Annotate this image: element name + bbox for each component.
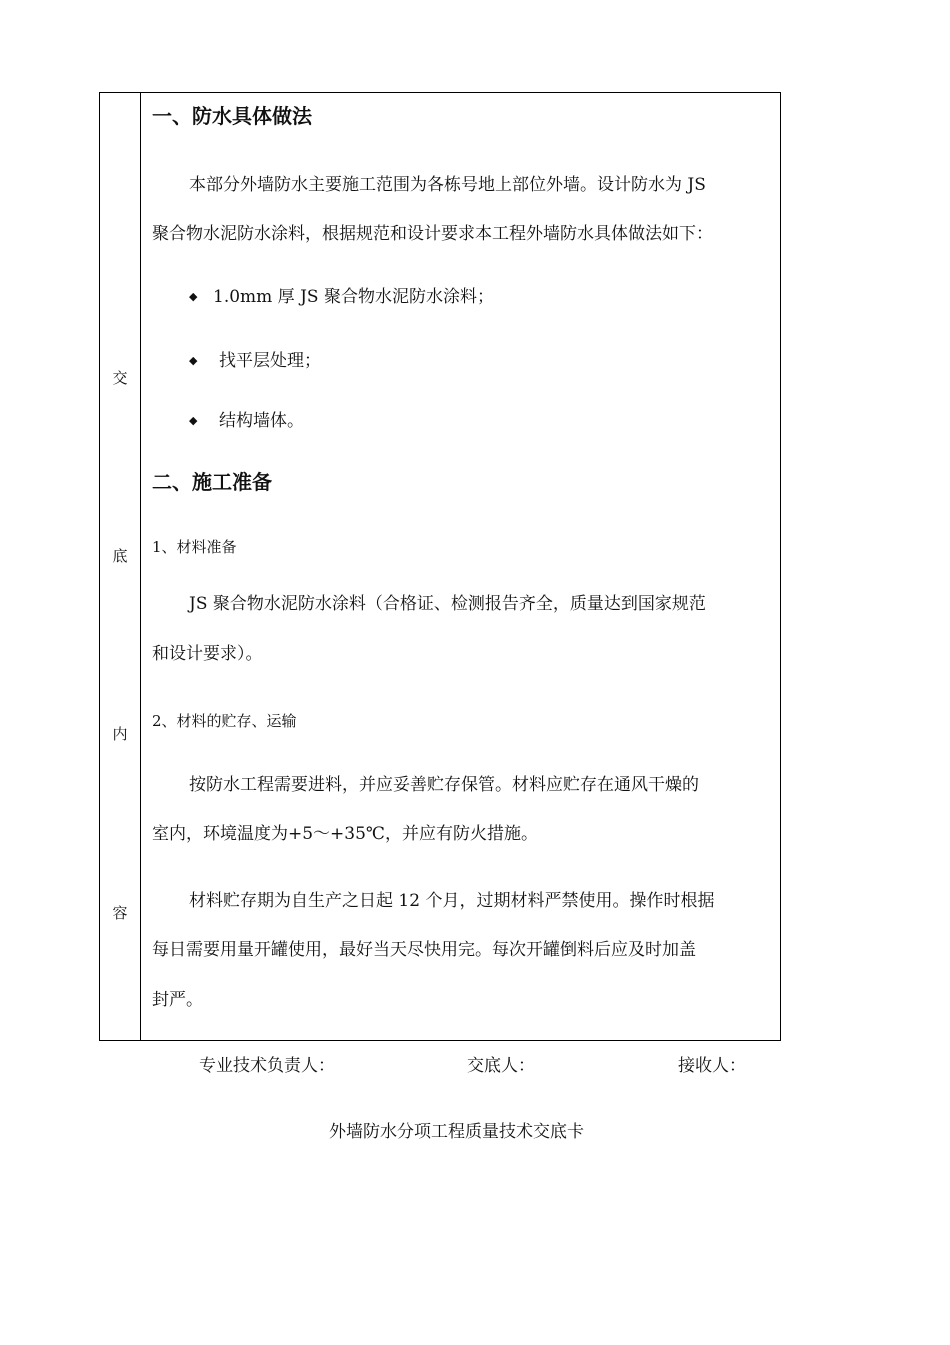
side-label-char: 容 bbox=[112, 904, 128, 922]
side-label-char: 底 bbox=[112, 547, 128, 565]
discloser-signature: 交底人： bbox=[467, 1056, 535, 1076]
document-title: 外墙防水分项工程质量技术交底卡 bbox=[329, 1122, 584, 1142]
layer-item: 1.0mm 厚 JS 聚合物水泥防水涂料； bbox=[213, 287, 494, 307]
receiver-signature: 接收人： bbox=[678, 1056, 746, 1076]
bullet-icon: ◆ bbox=[189, 354, 198, 367]
sub2-p1-line1: 按防水工程需要进料，并应妥善贮存保管。材料应贮存在通风干燥的 bbox=[189, 775, 699, 795]
side-label-column bbox=[100, 93, 141, 1040]
bullet-icon: ◆ bbox=[189, 414, 198, 427]
section2-heading: 二、施工准备 bbox=[152, 470, 272, 494]
bullet-icon: ◆ bbox=[189, 290, 198, 303]
sub1-line2: 和设计要求）。 bbox=[152, 644, 263, 664]
section1-heading: 一、防水具体做法 bbox=[152, 104, 312, 128]
sub2-p1-line2: 室内，环境温度为+5～+35℃，并应有防火措施。 bbox=[152, 824, 538, 844]
sub2-p2-line2: 每日需要用量开罐使用，最好当天尽快用完。每次开罐倒料后应及时加盖 bbox=[152, 940, 696, 960]
layer-item: 结构墙体。 bbox=[219, 411, 304, 431]
layer-item: 找平层处理； bbox=[219, 351, 321, 371]
section1-intro-line1: 本部分外墙防水主要施工范围为各栋号地上部位外墙。设计防水为 JS bbox=[189, 175, 706, 195]
side-label-char: 内 bbox=[112, 725, 128, 743]
sub1-line1: JS 聚合物水泥防水涂料（合格证、检测报告齐全，质量达到国家规范 bbox=[189, 594, 706, 614]
side-label-char: 交 bbox=[112, 369, 128, 387]
sub2-title: 2、材料的贮存、运输 bbox=[152, 712, 297, 730]
disclosure-table bbox=[99, 92, 781, 1041]
sub2-p2-line1: 材料贮存期为自生产之日起 12 个月，过期材料严禁使用。操作时根据 bbox=[189, 891, 715, 911]
sub2-p2-line3: 封严。 bbox=[152, 990, 203, 1010]
disclosure-content bbox=[141, 93, 780, 1040]
sub1-title: 1、材料准备 bbox=[152, 538, 237, 556]
technical-lead-signature: 专业技术负责人： bbox=[199, 1056, 335, 1076]
section1-intro-line2: 聚合物水泥防水涂料，根据规范和设计要求本工程外墙防水具体做法如下： bbox=[152, 224, 713, 244]
